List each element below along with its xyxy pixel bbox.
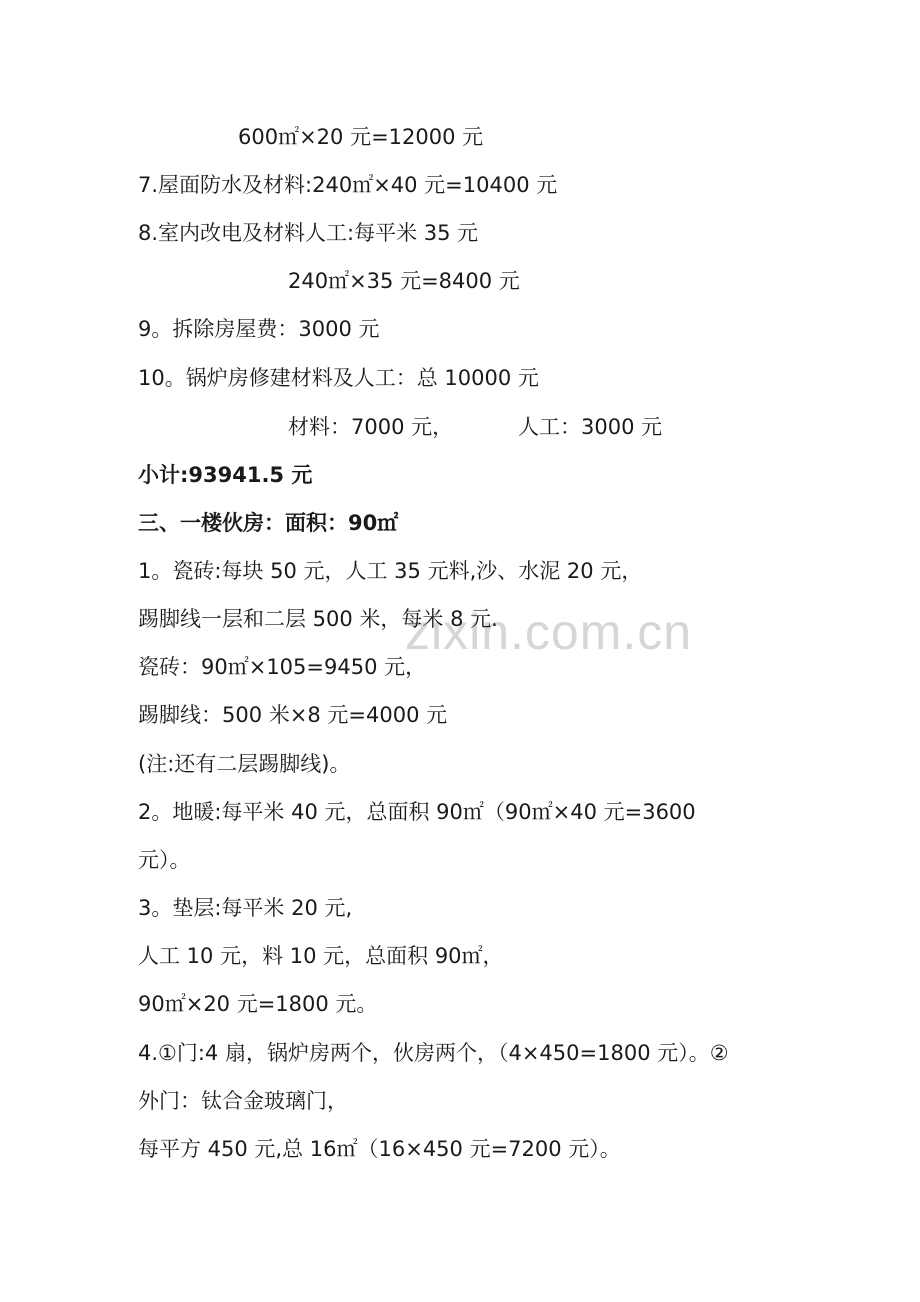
text-line: 瓷砖：90㎡×105=9450 元， bbox=[138, 655, 427, 679]
text-line: (注:还有二层踢脚线)。 bbox=[138, 752, 351, 776]
text-line: 材料：7000 元， bbox=[288, 415, 454, 439]
watermark: zixin.com.cn bbox=[405, 604, 693, 660]
text-line: 4.①门:4 扇，锅炉房两个，伙房两个，（4×450=1800 元）。② bbox=[138, 1041, 729, 1065]
subtotal-heading: 小计:93941.5 元 bbox=[138, 463, 313, 487]
text-line: 10。锅炉房修建材料及人工：总 10000 元 bbox=[138, 366, 539, 390]
text-line: 8.室内改电及材料人工:每平米 35 元 bbox=[138, 221, 479, 245]
text-line: 9。拆除房屋费：3000 元 bbox=[138, 317, 380, 341]
text-line: 元）。 bbox=[138, 848, 191, 872]
text-line: 2。地暖:每平米 40 元，总面积 90㎡（90㎡×40 元=3600 bbox=[138, 800, 696, 824]
text-line: 3。垫层:每平米 20 元, bbox=[138, 896, 353, 920]
text-line: 600㎡×20 元=12000 元 bbox=[238, 125, 484, 149]
text-line: 外门：钛合金玻璃门， bbox=[138, 1089, 348, 1113]
text-line: 1。瓷砖:每块 50 元，人工 35 元料,沙、水泥 20 元， bbox=[138, 559, 643, 583]
text-line: 人工：3000 元 bbox=[518, 415, 663, 439]
text-line: 90㎡×20 元=1800 元。 bbox=[138, 992, 378, 1016]
text-line: 踢脚线一层和二层 500 米，每米 8 元. bbox=[138, 607, 498, 631]
text-line: 人工 10 元，料 10 元，总面积 90㎡， bbox=[138, 944, 504, 968]
text-line: 7.屋面防水及材料:240㎡×40 元=10400 元 bbox=[138, 173, 558, 197]
text-line: 240㎡×35 元=8400 元 bbox=[288, 269, 520, 293]
text-line: 踢脚线：500 米×8 元=4000 元 bbox=[138, 703, 448, 727]
text-line: 每平方 450 元,总 16㎡（16×450 元=7200 元）。 bbox=[138, 1137, 621, 1161]
section-heading: 三、一楼伙房：面积：90㎡ bbox=[138, 511, 399, 535]
